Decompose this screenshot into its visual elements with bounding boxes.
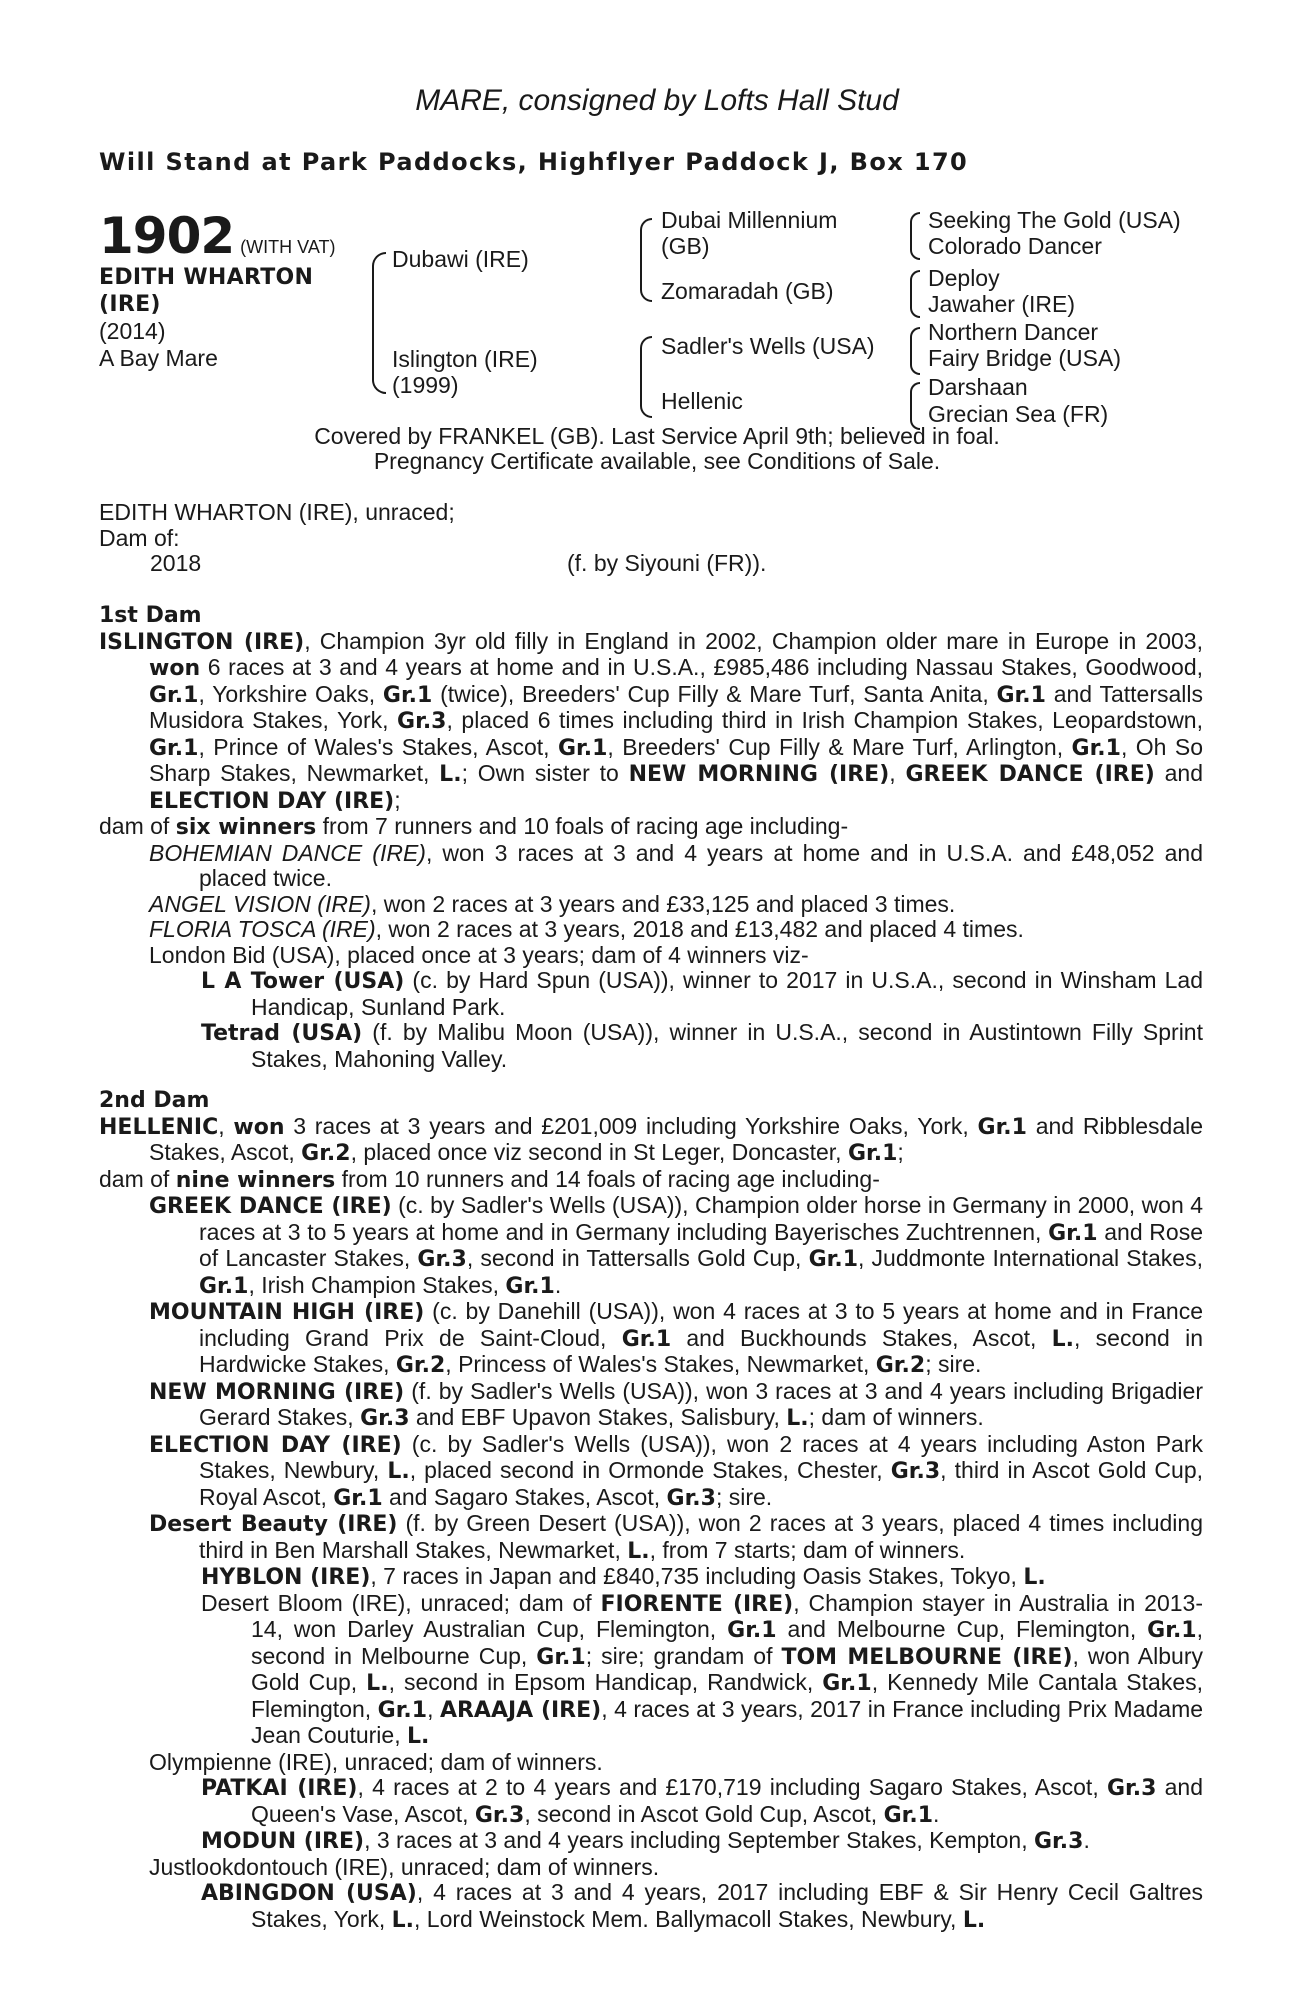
grand-offspring-entry <box>99 1564 1203 1591</box>
text: , Oh So Sharp Stakes, Newmarket, <box>149 733 1203 786</box>
offspring-name: Tetrad (USA) <box>201 1021 363 1046</box>
grade-mark: Gr.1 <box>996 682 1046 708</box>
pedigree-g6: Fairy Bridge (USA) <box>928 345 1121 371</box>
pedigree-dam-dam: Hellenic <box>661 388 743 414</box>
text: , placed second in Ormonde Stakes, Chester, <box>409 1457 891 1483</box>
listed-mark: L. <box>387 1459 410 1484</box>
text: and Queen's Vase, Ascot, <box>251 1774 1203 1827</box>
grade-mark: Gr.2 <box>875 1353 926 1378</box>
pedigree-brace-g3 <box>910 270 920 318</box>
sibling-name: NEW MORNING (IRE) <box>628 762 890 787</box>
listed-mark: L. <box>627 1538 650 1564</box>
offspring-entry <box>99 917 1203 943</box>
text: dam of <box>99 813 176 839</box>
grade-mark: Gr.3 <box>360 1406 410 1431</box>
grade-mark: Gr.1 <box>1071 735 1121 761</box>
produce-record <box>99 500 1203 577</box>
pedigree-dam-sire: Sadler's Wells (USA) <box>661 333 875 359</box>
pedigree-brace-dam <box>640 336 652 418</box>
offspring-name: BOHEMIAN DANCE (IRE) <box>149 839 426 866</box>
pedigree-sire-dam: Zomaradah (GB) <box>661 278 834 304</box>
text: ; Own sister to <box>461 760 629 786</box>
text: , Kennedy Mile Cantala Stakes, Flemington, <box>251 1669 1204 1722</box>
text: , Champion stayer in Australia in 2013-14, won Darley Australian Cup, Flemington, <box>251 1589 1203 1642</box>
offspring-name: FIORENTE (IRE) <box>600 1591 794 1617</box>
grade-mark: Gr.1 <box>822 1671 872 1696</box>
offspring-name: ELECTION DAY (IRE) <box>149 1432 402 1458</box>
sibling-name: GREEK DANCE (IRE) <box>905 762 1155 787</box>
grade-mark: Gr.3 <box>666 1485 716 1511</box>
pedigree-g5: Northern Dancer <box>928 319 1099 345</box>
listed-mark: L. <box>1051 1326 1075 1352</box>
produce-intro: EDITH WHARTON (IRE), unraced; <box>99 499 455 525</box>
second-dam-dam-of <box>99 1167 1203 1194</box>
text: (c. by Danehill (USA)), won 4 races at 3 to 5 years at home and in France including Grand Prix de Saint-Cloud, <box>199 1298 1203 1351</box>
text: and <box>1154 760 1203 786</box>
text: (c. by Sadler's Wells (USA)), Champion older horse in Germany in 2000, won 4 races at 3 to 5 years at home and in Germany including Bayerisches Zuchtrennen, <box>199 1192 1203 1245</box>
lot-number-line <box>99 208 335 264</box>
pedigree-sire: Dubawi (IRE) <box>392 246 529 272</box>
second-dam-heading: 2nd Dam <box>99 1088 210 1113</box>
text: , won 3 races at 3 and 4 years at home and in U.S.A. and £48,052 and placed twice. <box>199 839 1203 891</box>
won-mark: won <box>233 1114 285 1140</box>
text: , Champion 3yr old filly in England in 2002, Champion older mare in Europe in 2003, <box>304 627 1203 654</box>
text: ; sire. <box>715 1483 773 1510</box>
text: , 4 races at 2 to 4 years and £170,719 including Sagaro Stakes, Ascot, <box>357 1774 1107 1800</box>
text: and Tattersalls Musidora Stakes, York, <box>149 680 1204 733</box>
listed-mark: L. <box>406 1724 430 1749</box>
pedigree-brace-g5 <box>910 327 920 375</box>
sibling-name: ELECTION DAY (IRE) <box>149 788 395 814</box>
text: , from 7 starts; dam of winners. <box>649 1536 966 1563</box>
text: , 4 races at 3 and 4 years, 2017 including EBF & Sir Henry Cecil Galtres Stakes, York, <box>251 1879 1203 1932</box>
offspring-name: ANGEL VISION (IRE) <box>149 890 371 917</box>
text: (f. by Malibu Moon (USA)), winner in U.S.A., second in Austintown Filly Sprint Stakes, Mahoning Valley. <box>251 1019 1203 1072</box>
grade-mark: Gr.1 <box>377 1697 428 1723</box>
pedigree-g7: Darshaan <box>928 374 1028 400</box>
text: ; <box>394 786 401 813</box>
offspring-name: Desert Beauty (IRE) <box>149 1512 398 1537</box>
covering-line-2: Pregnancy Certificate available, see Conditions of Sale. <box>373 448 941 474</box>
grade-mark: Gr.3 <box>397 709 447 734</box>
second-dam-section <box>99 1088 1203 1933</box>
text: and EBF Upavon Stakes, Salisbury, <box>409 1404 787 1430</box>
text: , 4 races at 3 years, 2017 in France including Prix Madame Jean Couturie, <box>251 1695 1204 1748</box>
grade-mark: Gr.1 <box>536 1644 586 1670</box>
text: and Ribblesdale Stakes, Ascot, <box>149 1112 1204 1165</box>
text: . <box>933 1800 940 1827</box>
pedigree-g3: Deploy <box>928 265 1000 291</box>
grade-mark: Gr.3 <box>890 1459 941 1484</box>
grade-mark: Gr.1 <box>808 1247 858 1272</box>
text: 3 races at 3 years and £201,009 including Yorkshire Oaks, York, <box>284 1112 978 1139</box>
text: (twice), Breeders' Cup Filly & Mare Turf, Santa Anita, <box>432 680 997 707</box>
text: , won 2 races at 3 years, 2018 and £13,482 and placed 4 times. <box>375 916 1024 942</box>
grade-mark: Gr.1 <box>382 682 433 708</box>
pedigree-sire-sire: Dubai Millennium (GB) <box>661 207 838 259</box>
grade-mark: Gr.1 <box>883 1802 934 1828</box>
grade-mark: Gr.1 <box>333 1485 383 1511</box>
offspring-entry <box>99 1379 1203 1432</box>
grade-mark: Gr.3 <box>417 1247 467 1272</box>
text: , second in Epsom Handicap, Randwick, <box>388 1669 823 1695</box>
grand-offspring-entry <box>99 1591 1203 1750</box>
text: , <box>218 1112 234 1139</box>
text: 6 races at 3 and 4 years at home and in U.S.A., £985,486 including Nassau Stakes, Goodwood, <box>200 654 1203 680</box>
text: , second in Tattersalls Gold Cup, <box>466 1245 809 1271</box>
grade-mark: Gr.1 <box>847 1141 898 1166</box>
text: , Irish Champion Stakes, <box>248 1271 506 1298</box>
offspring-entry <box>99 1511 1203 1564</box>
text: (f. by Sadler's Wells (USA)), won 3 races at 3 and 4 years including Brigadier Gerard Stakes, <box>199 1377 1203 1430</box>
grade-mark: Gr.3 <box>1034 1829 1084 1854</box>
text: . <box>554 1271 562 1298</box>
covering-note <box>0 424 1314 474</box>
pedigree-g2: Colorado Dancer <box>928 233 1102 259</box>
won-mark: won <box>149 656 201 681</box>
offspring-name: MOUNTAIN HIGH (IRE) <box>149 1300 425 1325</box>
offspring-name: MODUN (IRE) <box>201 1829 365 1854</box>
text: ; <box>897 1139 904 1165</box>
covering-line-1: Covered by FRANKEL (GB). Last Service April 9th; believed in foal. <box>314 423 1000 449</box>
first-dam-heading: 1st Dam <box>99 603 202 628</box>
grade-mark: Gr.1 <box>199 1273 249 1299</box>
grade-mark: Gr.1 <box>1048 1220 1098 1246</box>
text: ; dam of winners. <box>808 1404 984 1430</box>
listed-mark: L. <box>366 1671 389 1696</box>
text: , Lord Weinstock Mem. Ballymacoll Stakes, Newbury, <box>414 1905 963 1932</box>
stand-location: Will Stand at Park Paddocks, Highflyer Paddock J, Box 170 <box>99 148 969 176</box>
pedigree-g4: Jawaher (IRE) <box>928 291 1075 317</box>
offspring-entry <box>99 892 1203 918</box>
text: ; sire. <box>925 1351 982 1377</box>
text: , second in Ascot Gold Cup, Ascot, <box>524 1800 884 1827</box>
pedigree-brace-main <box>372 252 386 394</box>
second-dam-record <box>99 1114 1203 1167</box>
offspring-entry <box>99 1432 1203 1512</box>
listed-mark: L. <box>439 762 462 787</box>
grade-mark: Gr.1 <box>149 735 199 761</box>
text: , 7 races in Japan and £840,735 including Oasis Stakes, Tokyo, <box>370 1563 1024 1589</box>
offspring-name: FLORIA TOSCA (IRE) <box>149 916 376 942</box>
text: and Sagaro Stakes, Ascot, <box>382 1483 667 1510</box>
pedigree-dam: Islington (IRE) <box>392 346 538 372</box>
text: , 3 races at 3 and 4 years including September Stakes, Kempton, <box>364 1827 1034 1853</box>
vat-note: (WITH VAT) <box>240 237 336 257</box>
offspring-name: PATKAI (IRE) <box>201 1776 358 1801</box>
pedigree-brace-g1 <box>910 212 920 260</box>
offspring-entry: Justlookdontouch (IRE), unraced; dam of winners. <box>149 1853 660 1880</box>
grand-offspring-entry <box>99 1880 1203 1933</box>
listed-mark: L. <box>786 1406 809 1431</box>
grand-offspring-entry <box>99 1828 1203 1855</box>
offspring-entry <box>99 1299 1203 1379</box>
text: (c. by Hard Spun (USA)), winner to 2017 in U.S.A., second in Winsham Lad Handicap, Sunland Park. <box>251 967 1203 1020</box>
grade-mark: Gr.1 <box>727 1618 777 1643</box>
grade-mark: Gr.2 <box>395 1353 446 1378</box>
text: dam of <box>99 1165 176 1192</box>
text: , <box>427 1695 440 1722</box>
first-dam-dam-of <box>99 814 1203 841</box>
text: , second in Hardwicke Stakes, <box>199 1324 1203 1377</box>
pedigree-g8: Grecian Sea (FR) <box>928 401 1109 427</box>
listed-mark: L. <box>1023 1565 1046 1590</box>
grade-mark: Gr.1 <box>977 1114 1027 1140</box>
text: (f. by Green Desert (USA)), won 2 races at 3 years, placed 4 times including third in Ben Marshall Stakes, Newmarket, <box>199 1510 1203 1563</box>
grade-mark: Gr.1 <box>621 1326 672 1352</box>
first-dam-name: ISLINGTON (IRE) <box>99 629 305 655</box>
offspring-name: HYBLON (IRE) <box>201 1565 371 1590</box>
text: , Yorkshire Oaks, <box>198 680 383 707</box>
produce-row <box>99 551 1203 577</box>
grade-mark: Gr.3 <box>1106 1776 1157 1801</box>
text: Desert Bloom (IRE), unraced; dam of <box>201 1589 601 1616</box>
grand-offspring-entry <box>99 968 1203 1020</box>
offspring-name: NEW MORNING (IRE) <box>149 1379 405 1405</box>
grade-mark: Gr.1 <box>1147 1618 1197 1643</box>
grade-mark: Gr.1 <box>557 735 608 761</box>
text: and Buckhounds Stakes, Ascot, <box>671 1324 1052 1351</box>
text: from 10 runners and 14 foals of racing age including- <box>335 1165 880 1192</box>
grade-mark: Gr.3 <box>474 1802 525 1828</box>
winners-count: six winners <box>175 815 317 840</box>
winners-count: nine winners <box>175 1167 336 1193</box>
text: , Prince of Wales's Stakes, Ascot, <box>198 733 558 760</box>
text: , Breeders' Cup Filly & Mare Turf, Arlington, <box>607 733 1072 760</box>
offspring-entry: London Bid (USA), placed once at 3 years; dam of 4 winners viz- <box>149 941 809 968</box>
text: , Princess of Wales's Stakes, Newmarket, <box>445 1351 876 1377</box>
text: , won Albury Gold Cup, <box>251 1642 1203 1695</box>
grand-offspring-entry <box>99 1775 1203 1828</box>
produce-foal: (f. by Siyouni (FR)). <box>567 550 767 576</box>
listed-mark: L. <box>962 1907 986 1933</box>
text: . <box>1083 1827 1090 1853</box>
produce-year: 2018 <box>150 550 202 576</box>
offspring-entry <box>99 1193 1203 1299</box>
second-dam-name: HELLENIC <box>99 1114 219 1140</box>
offspring-name: ARAAJA (IRE) <box>439 1697 602 1723</box>
text: , won 2 races at 3 years and £33,125 and placed 3 times. <box>370 890 956 917</box>
text: , placed 6 times including third in Irish Champion Stakes, Leopardstown, <box>446 707 1203 733</box>
text: (c. by Sadler's Wells (USA)), won 2 races at 4 years including Aston Park Stakes, Newbury, <box>199 1430 1203 1483</box>
pedigree-brace-sire <box>640 218 652 302</box>
produce-dam-of: Dam of: <box>99 524 180 551</box>
offspring-name: L A Tower (USA) <box>201 969 405 994</box>
grade-mark: Gr.1 <box>149 682 199 708</box>
horse-description: A Bay Mare <box>99 345 218 371</box>
pedigree-g1: Seeking The Gold (USA) <box>928 207 1181 233</box>
lot-number: 1902 <box>99 207 235 265</box>
horse-meta <box>99 318 218 372</box>
text: ; sire; grandam of <box>585 1642 782 1669</box>
listed-mark: L. <box>391 1907 415 1933</box>
offspring-name: ABINGDON (USA) <box>201 1881 417 1906</box>
text: , placed once viz second in St Leger, Doncaster, <box>350 1139 848 1165</box>
offspring-entry <box>99 841 1203 892</box>
text: and Rose of Lancaster Stakes, <box>199 1218 1203 1271</box>
offspring-entry: Olympienne (IRE), unraced; dam of winners. <box>149 1748 603 1775</box>
grade-mark: Gr.2 <box>301 1141 351 1166</box>
text: , <box>889 760 906 786</box>
text: , second in Melbourne Cup, <box>251 1616 1203 1669</box>
first-dam-section <box>99 603 1203 1072</box>
horse-name: EDITH WHARTON (IRE) <box>99 265 314 317</box>
pedigree-dam-year: (1999) <box>392 372 459 398</box>
text: , Juddmonte International Stakes, <box>858 1245 1203 1271</box>
first-dam-record <box>99 629 1203 815</box>
text: , third in Ascot Gold Cup, Royal Ascot, <box>199 1457 1204 1510</box>
offspring-name: GREEK DANCE (IRE) <box>149 1194 392 1219</box>
grand-offspring-entry <box>99 1020 1203 1072</box>
offspring-name: TOM MELBOURNE (IRE) <box>781 1644 1073 1670</box>
horse-year: (2014) <box>99 318 166 344</box>
consignment-title: MARE, consigned by Lofts Hall Stud <box>415 84 899 117</box>
grade-mark: Gr.1 <box>505 1273 555 1299</box>
text: from 7 runners and 10 foals of racing age including- <box>316 813 849 839</box>
text: and Melbourne Cup, Flemington, <box>776 1616 1148 1642</box>
